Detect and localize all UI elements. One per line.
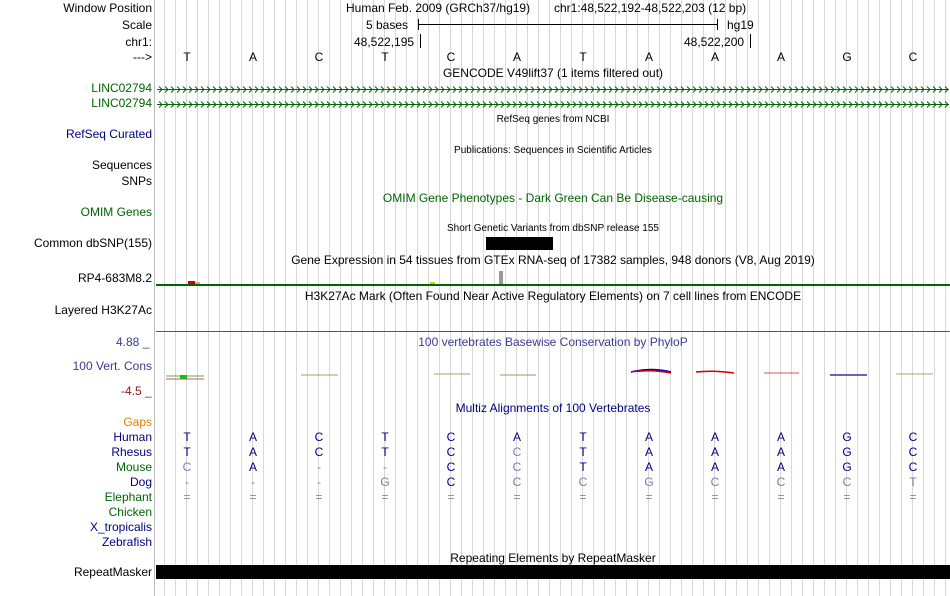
aligned-base: - (251, 475, 255, 489)
scale-text: 5 bases (366, 18, 409, 32)
coord-tick-2 (750, 34, 751, 48)
aligned-base: = (711, 490, 719, 504)
aligned-base: T (579, 460, 587, 474)
aligned-base: C (446, 445, 456, 459)
reference-base: C (908, 50, 918, 64)
aligned-base: C (446, 430, 456, 444)
species-label-mouse[interactable]: Mouse (115, 460, 152, 474)
aligned-base: A (776, 460, 785, 474)
aligned-base: C (182, 460, 192, 474)
species-label-chicken[interactable]: Chicken (108, 505, 152, 519)
aligned-base: T (579, 445, 587, 459)
assembly-text: Human Feb. 2009 (GRCh37/hg19) (346, 1, 531, 15)
aligned-base: C (908, 430, 918, 444)
multiz-track-title: Multiz Alignments of 100 Vertebrates (455, 401, 651, 415)
aligned-base: = (447, 490, 455, 504)
dbsnp-variant-block[interactable] (486, 237, 553, 250)
species-label-x_tropicalis[interactable]: X_tropicalis (89, 520, 152, 534)
db-text: hg19 (727, 18, 754, 32)
aligned-base: C (908, 445, 918, 459)
scale-bar (418, 24, 718, 25)
strand-label[interactable]: ---> (133, 50, 152, 64)
snps-label[interactable]: SNPs (121, 174, 152, 188)
aligned-base: T (381, 430, 389, 444)
gencode-gene-feature-1[interactable] (157, 83, 949, 92)
aligned-base: = (843, 490, 851, 504)
aligned-base: G (380, 475, 390, 489)
aligned-base: - (383, 460, 387, 474)
reference-base: T (381, 50, 389, 64)
aligned-base: A (644, 445, 653, 459)
chr-label: chr1: (125, 35, 152, 49)
coord-label-1: 48,522,195 (354, 35, 415, 49)
aligned-base: A (710, 460, 719, 474)
phylop-min-value: -4.5 _ (121, 384, 152, 398)
aligned-base: G (842, 445, 852, 459)
aligned-base: T (909, 475, 917, 489)
dbsnp-track-title: Short Genetic Variants from dbSNP release 155 (447, 223, 659, 234)
species-label-dog[interactable]: Dog (129, 475, 152, 489)
refseq-track-title: RefSeq genes from NCBI (496, 114, 610, 125)
repeatmasker-label[interactable]: RepeatMasker (73, 565, 152, 579)
aligned-base: A (512, 430, 521, 444)
phylop-track-title: 100 vertebrates Basewise Conservation by PhyloP (418, 335, 688, 349)
aligned-base: C (314, 445, 324, 459)
scale-label: Scale (121, 18, 152, 32)
aligned-base: C (512, 475, 522, 489)
aligned-base: A (776, 445, 785, 459)
gaps-label[interactable]: Gaps (123, 415, 152, 429)
aligned-base: C (512, 445, 522, 459)
aligned-base: = (513, 490, 521, 504)
gene-strand-arrows (157, 100, 949, 109)
reference-base: C (446, 50, 456, 64)
coord-label-2: 48,522,200 (684, 35, 745, 49)
aligned-base: A (710, 445, 719, 459)
aligned-base: A (248, 460, 257, 474)
species-label-zebrafish[interactable]: Zebrafish (101, 535, 152, 549)
aligned-base: C (710, 475, 720, 489)
aligned-base: C (578, 475, 588, 489)
aligned-base: T (183, 430, 191, 444)
aligned-base: A (776, 430, 785, 444)
aligned-base: A (248, 445, 257, 459)
reference-base: G (842, 50, 852, 64)
aligned-base: = (249, 490, 257, 504)
species-label-rhesus[interactable]: Rhesus (111, 445, 152, 459)
gtex-track-title: Gene Expression in 54 tissues from GTEx RNA-seq of 17382 samples, 948 donors (V8, Aug 2019) (291, 253, 815, 267)
aligned-base: = (777, 490, 785, 504)
aligned-base: C (446, 460, 456, 474)
aligned-base: - (317, 475, 321, 489)
h3k27ac-baseline (156, 331, 950, 332)
reference-base: A (248, 50, 257, 64)
aligned-base: C (512, 460, 522, 474)
gene-strand-arrows (157, 85, 949, 94)
species-label-elephant[interactable]: Elephant (104, 490, 152, 504)
gtex-baseline (156, 284, 950, 286)
gencode-item-label-1[interactable]: LINC02794 (91, 81, 152, 95)
aligned-base: G (842, 430, 852, 444)
aligned-base: - (317, 460, 321, 474)
aligned-base: = (183, 490, 191, 504)
reference-base: A (644, 50, 653, 64)
aligned-base: = (381, 490, 389, 504)
phylop-conservation-plot[interactable] (156, 360, 950, 390)
gtex-label[interactable]: RP4-683M8.2 (77, 271, 152, 285)
reference-base: A (710, 50, 719, 64)
aligned-base: C (314, 430, 324, 444)
reference-base: C (314, 50, 324, 64)
aligned-base: T (579, 430, 587, 444)
label-panel-divider (154, 0, 155, 596)
aligned-base: A (644, 460, 653, 474)
aligned-base: = (645, 490, 653, 504)
aligned-base: = (579, 490, 587, 504)
gencode-gene-feature-2[interactable] (157, 98, 949, 107)
position-text: chr1:48,522,192-48,522,203 (12 bp) (554, 1, 747, 15)
gtex-bar-gray-2[interactable] (499, 271, 503, 284)
aligned-base: A (248, 430, 257, 444)
reference-base: A (512, 50, 521, 64)
refseq-label[interactable]: RefSeq Curated (65, 127, 152, 141)
aligned-base: T (183, 445, 191, 459)
cons-label[interactable]: 100 Vert. Cons (72, 359, 152, 373)
window-position-label: Window Position (63, 1, 152, 15)
omim-track-title: OMIM Gene Phenotypes - Dark Green Can Be Disease-causing (382, 191, 724, 205)
aligned-base: = (315, 490, 323, 504)
publications-track-title: Publications: Sequences in Scientific Articles (454, 145, 652, 156)
reference-base: A (776, 50, 785, 64)
aligned-base: G (644, 475, 654, 489)
scale-bar-right-tick (717, 19, 718, 30)
aligned-base: C (776, 475, 786, 489)
aligned-base: C (908, 460, 918, 474)
species-label-human[interactable]: Human (113, 430, 152, 444)
aligned-base: = (909, 490, 917, 504)
reference-base: T (579, 50, 587, 64)
gencode-item-label-2[interactable]: LINC02794 (91, 96, 152, 110)
coord-tick-1 (420, 34, 421, 48)
h3k27ac-label[interactable]: Layered H3K27Ac (54, 303, 152, 317)
aligned-base: T (381, 445, 389, 459)
repeatmasker-element-block[interactable] (156, 565, 950, 579)
h3k27ac-track-title: H3K27Ac Mark (Often Found Near Active Regulatory Elements) on 7 cell lines from ENCODE (304, 289, 802, 303)
aligned-base: A (644, 430, 653, 444)
dbsnp-label[interactable]: Common dbSNP(155) (33, 236, 152, 250)
aligned-base: G (842, 460, 852, 474)
aligned-base: - (185, 475, 189, 489)
aligned-base: A (710, 430, 719, 444)
aligned-base: C (842, 475, 852, 489)
reference-base: T (183, 50, 191, 64)
scale-bar-left-tick (418, 19, 419, 30)
sequences-label[interactable]: Sequences (91, 158, 152, 172)
gencode-track-title: GENCODE V49lift37 (1 items filtered out) (442, 66, 664, 80)
phylop-max-value: 4.88 _ (116, 335, 150, 349)
repeatmasker-track-title: Repeating Elements by RepeatMasker (450, 551, 656, 565)
omim-label[interactable]: OMIM Genes (80, 205, 152, 219)
aligned-base: C (446, 475, 456, 489)
